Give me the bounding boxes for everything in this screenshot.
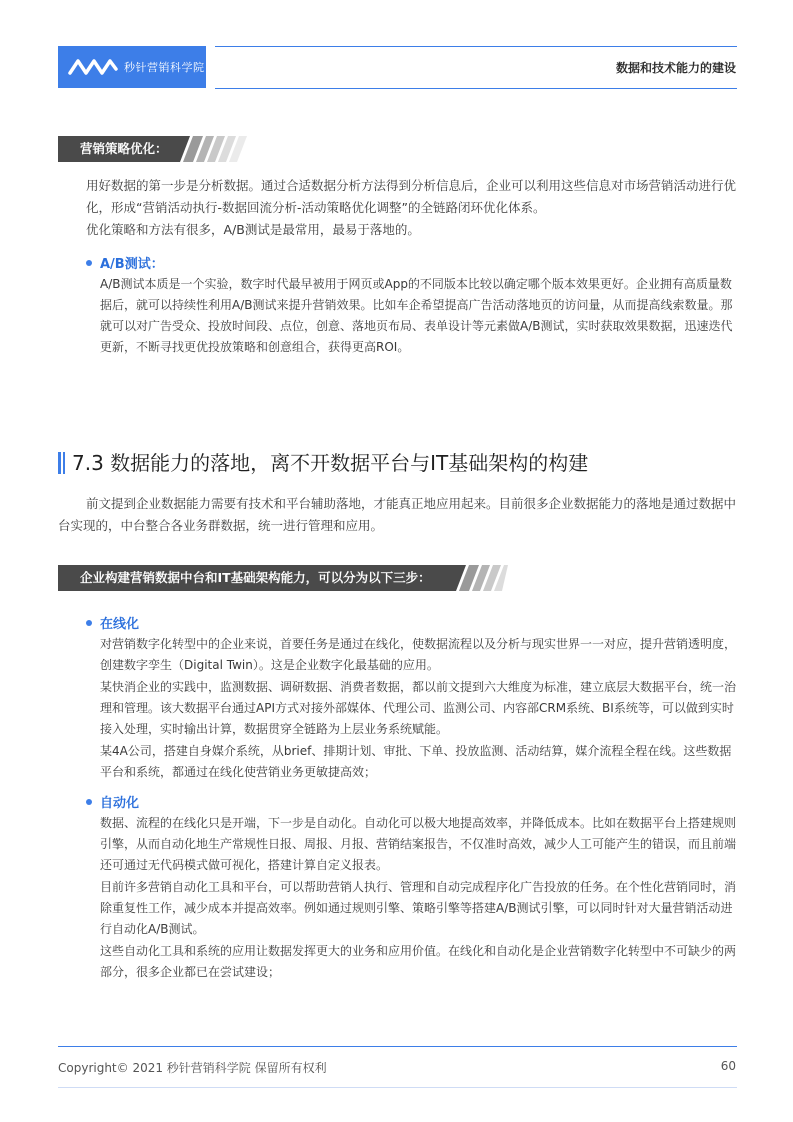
- ab-test-title: A/B测试：: [100, 257, 164, 272]
- automation-paragraph-2: 目前许多营销自动化工具和平台，可以帮助营销人执行、管理和自动完成程序化广告投放的任务。在个性化营销同时，消除重复性工作，减少成本并提高效率。例如通过规则引擎、策略引擎等搭建A/B测试引擎，可以同时针对大量营销活动进行自动化A/B测试。: [100, 880, 737, 936]
- online-paragraph-2: 某快消企业的实践中，监测数据、调研数据、消费者数据，都以前文提到六大维度为标准，建立底层大数据平台，统一治理和管理。该大数据平台通过API方式对接外部媒体、代理公司、监测公司、内容部CRM系统、BI系统等，可以做到实时接入处理，实时输出计算，数据贯穿全链路为上层业务系统赋能。: [100, 680, 737, 736]
- page-number: 60: [720, 1059, 736, 1073]
- brand-logo: [58, 46, 206, 88]
- footer-divider: [58, 1046, 737, 1047]
- banner-label: 营销策略优化：: [80, 141, 168, 156]
- footer-copyright: Copyright© 2021 秒针营销科学院 保留所有权利: [58, 1061, 327, 1075]
- bullet-dot-icon: [86, 620, 92, 626]
- chapter-title: 数据和技术能力的建设: [615, 61, 736, 75]
- header-divider-bottom: [215, 88, 737, 89]
- automation-title: 自动化: [100, 796, 140, 811]
- brand-name: 秒针营销科学院: [124, 61, 205, 74]
- online-paragraph-3: 某4A公司，搭建自身媒介系统，从brief、排期计划、审批、下单、投放监测、活动结算，媒介流程全程在线。这些数据平台和系统，都通过在线化使营销业务更敏捷高效；: [100, 744, 732, 779]
- bullet-dot-icon: [86, 260, 92, 266]
- header-divider-top: [215, 46, 737, 47]
- banner-strategy-optimization: [58, 136, 248, 162]
- section-marker: [58, 452, 61, 474]
- online-title: 在线化: [100, 617, 140, 632]
- intro-paragraph-2: 优化策略和方法有很多，A/B测试是最常用，最易于落地的。: [86, 222, 420, 237]
- ab-test-body: A/B测试本质是一个实验，数字时代最早被用于网页或App的不同版本比较以确定哪个版本效果更好。企业拥有高质量数据后，就可以持续性利用A/B测试来提升营销效果。比如车企希望提高广告活动落地页的访问量，从而提高线索数量。那就可以对广告受众、投放时间段、点位，创意、落地页布局、表单设计等元素做A/B测试，实时获取效果数据，迅速迭代更新，不断寻找更优投放策略和创意组合，获得更高ROI。: [100, 277, 733, 354]
- automation-paragraph-1: 数据、流程的在线化只是开端，下一步是自动化。自动化可以极大地提高效率，并降低成本。比如在数据平台上搭建规则引擎，从而自动化地生产常规性日报、周报、月报、营销结案报告，不仅准时高效，减少人工可能产生的错误，而且前端还可通过无代码模式做可视化，搭建计算自定义报表。: [100, 816, 737, 872]
- footer-divider-bottom: [58, 1087, 737, 1088]
- online-paragraph-1: 对营销数字化转型中的企业来说，首要任务是通过在线化，使数据流程以及分析与现实世界一一对应，提升营销透明度，创建数字孪生（Digital Twin）。这是企业数字化最基础的应用。: [100, 637, 737, 672]
- section-intro: 前文提到企业数据能力需要有技术和平台辅助落地，才能真正地应用起来。目前很多企业数据能力的落地是通过数据中台实现的，中台整合各业务群数据，统一进行管理和应用。: [58, 496, 737, 533]
- section-heading: 7.3 数据能力的落地，离不开数据平台与IT基础架构的构建: [72, 451, 589, 475]
- bullet-dot-icon: [86, 799, 92, 805]
- section-marker-2: [63, 452, 65, 474]
- intro-paragraph-1: 用好数据的第一步是分析数据。通过合适数据分析方法得到分析信息后，企业可以利用这些信息对市场营销活动进行优化，形成“营销活动执行-数据回流分析-活动策略优化调整”的全链路闭环优化体系。: [86, 178, 737, 215]
- brand-mark-icon: [68, 57, 118, 77]
- automation-paragraph-3: 这些自动化工具和系统的应用让数据发挥更大的业务和应用价值。在线化和自动化是企业营销数字化转型中不可缺少的两部分，很多企业都已在尝试建设；: [100, 944, 737, 979]
- banner-three-steps: [58, 565, 508, 591]
- banner-label: 企业构建营销数据中台和IT基础架构能力，可以分为以下三步：: [80, 570, 431, 585]
